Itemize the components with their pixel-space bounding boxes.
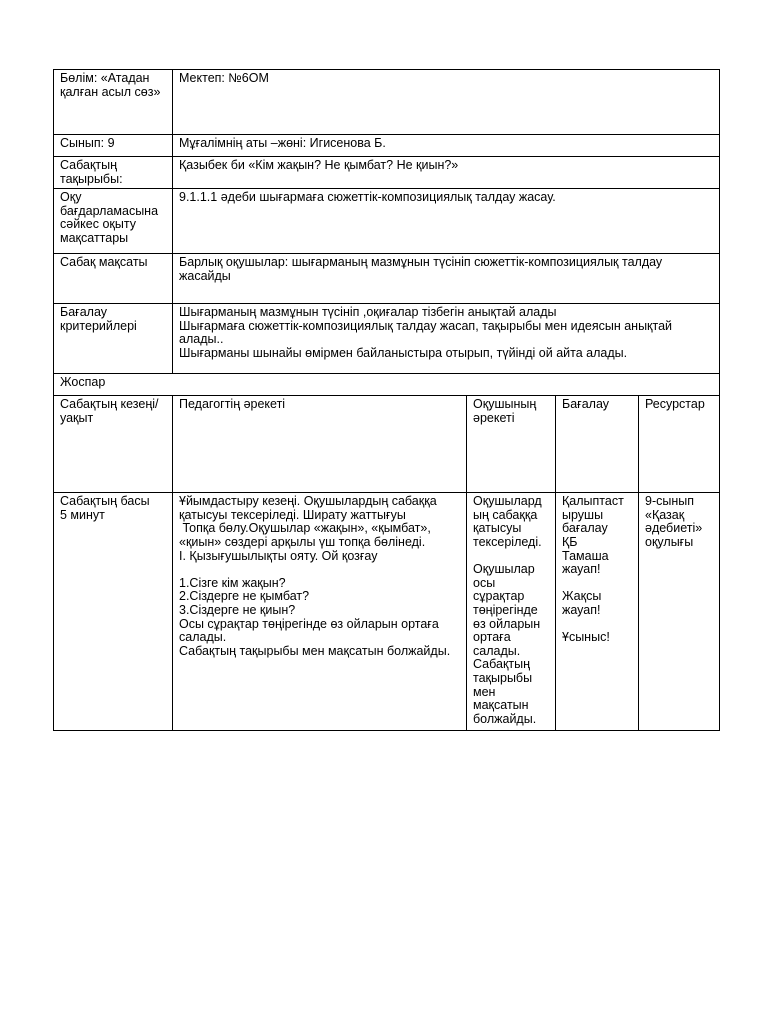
header-teacher-action: Педагогтің әрекеті <box>173 396 467 493</box>
header-assessment: Бағалау <box>556 396 639 493</box>
criteria-value <box>173 304 720 374</box>
teacher-action-line: Топқа бөлу.Оқушылар «жақын», «қымбат», «қиын» сөздері арқылы үш топқа бөлінеді. <box>179 521 435 549</box>
teacher-action-line: Осы сұрақтар төңірегінде өз ойларын ортаға салады. <box>179 616 439 645</box>
grade-row <box>54 135 720 157</box>
section-cell: Бөлім: «Атадан қалған асыл сөз» <box>54 70 173 135</box>
teacher-name-cell: Мұғалімнің аты –жөні: Игисенова Б. <box>173 135 720 157</box>
plan-row <box>54 374 720 396</box>
aim-label: Сабақ мақсаты <box>54 254 173 304</box>
goals-row <box>54 189 720 254</box>
blank-line <box>562 577 632 591</box>
criteria-label: Бағалау критерийлері <box>54 304 173 374</box>
criteria-line: Шығарманы шынайы өмірмен байланыстыра отырып, түйінді ой айта алады. <box>179 345 628 360</box>
grade-cell: Сынып: 9 <box>54 135 173 157</box>
stage-cell <box>54 493 173 731</box>
aim-row <box>54 254 720 304</box>
teacher-action-line: І. Қызығушылықты ояту. Ой қозғау <box>179 548 378 563</box>
teacher-action-line: 2.Сіздерге не қымбат? <box>179 589 310 604</box>
section-row <box>54 70 720 135</box>
plan-body-row <box>54 493 720 731</box>
resources-line: 9-сынып «Қазақ әдебиеті» оқулығы <box>645 494 703 549</box>
topic-label: Сабақтың тақырыбы: <box>54 157 173 189</box>
plan-header-row <box>54 396 720 493</box>
topic-row <box>54 157 720 189</box>
assessment-cell <box>556 493 639 731</box>
aim-value: Барлық оқушылар: шығарманың мазмұнын түсініп сюжеттік-композициялық талдау жасайды <box>173 254 720 304</box>
assessment-line: ҚБ <box>562 534 578 549</box>
student-action-cell <box>467 493 556 731</box>
student-action-line: Оқушылар осы сұрақтар төңірегінде өз ойларын ортаға салады. <box>473 562 541 658</box>
criteria-line: Шығарманың мазмұнын түсініп ,оқиғалар тізбегін анықтай алады <box>179 305 557 320</box>
goals-label: Оқу бағдарламасына сәйкес оқыту мақсаттары <box>54 189 173 254</box>
assessment-line: Жақсы жауап! <box>562 589 602 617</box>
teacher-action-line: 1.Сізге кім жақын? <box>179 575 286 590</box>
resources-cell <box>639 493 720 731</box>
header-student-action: Оқушының әрекеті <box>467 396 556 493</box>
teacher-action-line: Сабақтың тақырыбы мен мақсатын болжайды. <box>179 643 451 658</box>
school-cell: Мектеп: №6ОМ <box>173 70 720 135</box>
teacher-action-cell <box>173 493 467 731</box>
criteria-line: Шығармаға сюжеттік-композициялық талдау жасап, тақырыбы мен идеясын анықтай алады.. <box>179 318 673 347</box>
assessment-line: Ұсыныс! <box>562 630 610 645</box>
header-resources: Ресурстар <box>639 396 720 493</box>
blank-line <box>562 618 632 632</box>
blank-line <box>473 550 549 564</box>
student-action-line: Сабақтың тақырыбы мен мақсатын болжайды. <box>473 657 537 726</box>
blank-line <box>179 563 460 577</box>
header-stage: Сабақтың кезеңі/ уақыт <box>54 396 173 493</box>
plan-label: Жоспар <box>54 374 720 396</box>
lesson-plan-table <box>53 69 720 731</box>
criteria-row <box>54 304 720 374</box>
stage-line: Сабақтың басы <box>60 494 150 509</box>
teacher-action-line: 3.Сіздерге не қиын? <box>179 602 296 617</box>
topic-value: Қазыбек би «Кім жақын? Не қымбат? Не қиын?» <box>173 157 720 189</box>
student-action-line: Оқушылард ың сабаққа қатысуы тексеріледі. <box>473 494 542 549</box>
goals-value: 9.1.1.1 әдеби шығармаға сюжеттік-композициялық талдау жасау. <box>173 189 720 254</box>
assessment-line: Тамаша жауап! <box>562 548 609 577</box>
stage-line: 5 минут <box>60 507 105 522</box>
assessment-line: Қалыптаст ырушы бағалау <box>562 494 624 536</box>
teacher-action-line: Ұйымдастыру кезеңі. Оқушылардың сабаққа қатысуы тексеріледі. Ширату жаттығуы <box>179 494 437 522</box>
